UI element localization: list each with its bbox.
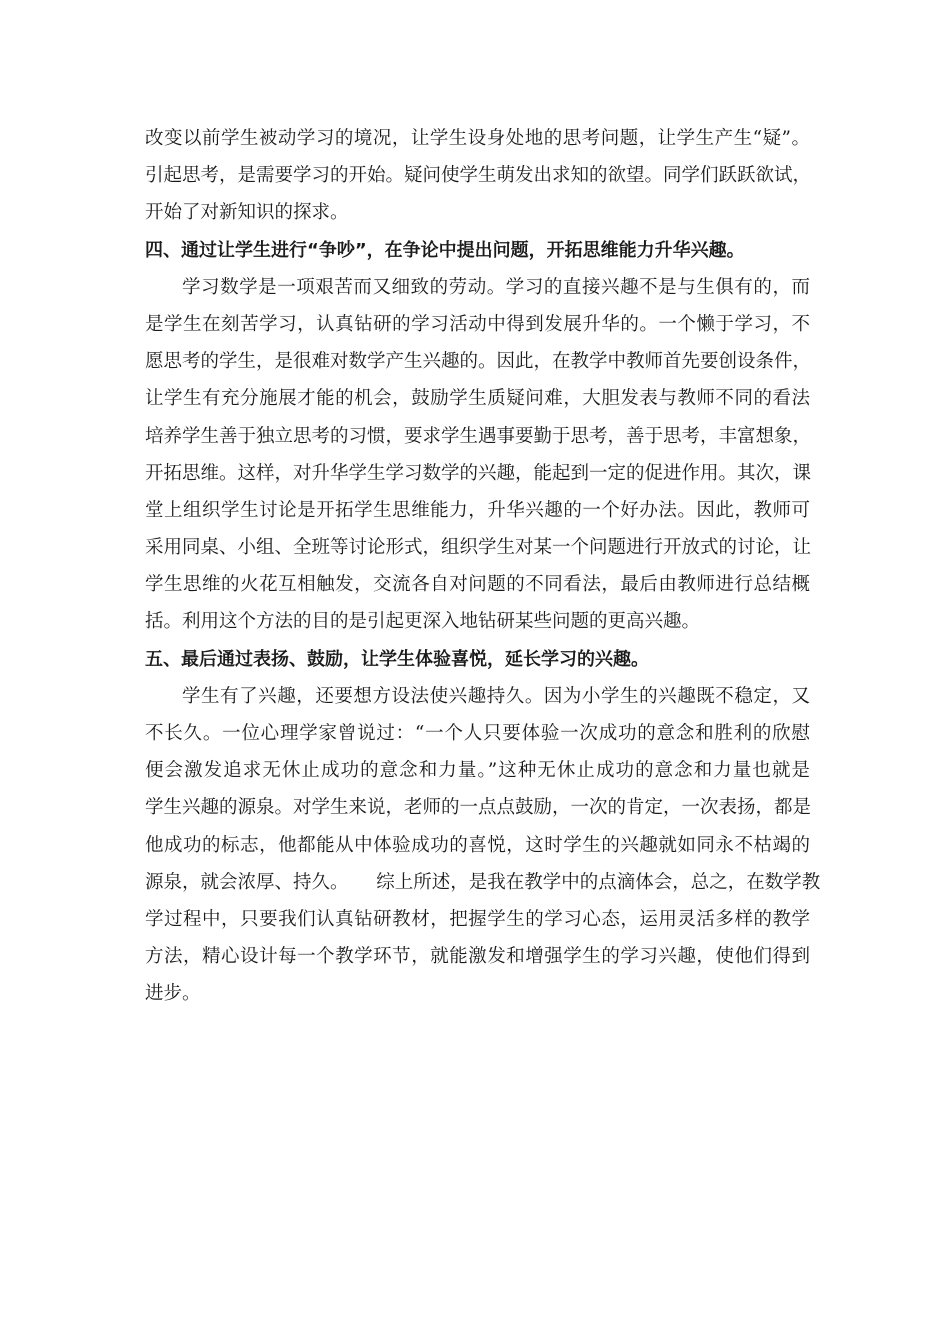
section-4 [145,232,810,641]
text-line: 括。利用这个方法的目的是引起更深入地钻研某些问题的更高兴趣。 [145,611,701,633]
text-line: 开拓思维。这样，对升华学生学习数学的兴趣，能起到一定的促进作用。其次，课 [145,462,812,484]
text-line: 不长久。一位心理学家曾说过：“一个人只要体验一次成功的意念和胜利的欣慰 [145,723,810,744]
text-line: 开始了对新知识的探求。 [145,202,349,224]
section-heading: 四、通过让学生进行“争吵”，在争论中提出问题，开拓思维能力升华兴趣。 [145,239,745,261]
text-line: 采用同桌、小组、全班等讨论形式，组织学生对某一个问题进行开放式的讨论，让 [145,537,812,559]
section-heading: 五、最后通过表扬、鼓励，让学生体验喜悦，延长学习的兴趣。 [145,648,649,670]
text-line: 源泉，就会浓厚、持久。 综上所述，是我在教学中的点滴体会，总之，在数学教 [145,871,821,893]
document-body [145,120,821,1013]
text-line: 方法，精心设计每一个教学环节，就能激发和增强学生的学习兴趣，使他们得到 [145,946,810,968]
text-line: 堂上组织学生讨论是开拓学生思维能力，升华兴趣的一个好办法。因此，教师可 [145,499,810,521]
text-line: 让学生有充分施展才能的机会，鼓励学生质疑问难，大胆发表与教师不同的看法 [145,388,810,410]
text-line: 培养学生善于独立思考的习惯，要求学生遇事要勤于思考，善于思考，丰富想象， [145,425,812,447]
text-line: 学生兴趣的源泉。对学生来说，老师的一点点鼓励，一次的肯定，一次表扬，都是 [145,797,812,819]
text-line: 学生有了兴趣，还要想方设法使兴趣持久。因为小学生的兴趣既不稳定，又 [182,685,810,707]
text-line: 学习数学是一项艰苦而又细致的劳动。学习的直接兴趣不是与生俱有的，而 [182,276,810,298]
text-line: 改变以前学生被动学习的境况，让学生设身处地的思考问题，让学生产生“疑”。 [145,128,810,149]
text-line: 引起思考，是需要学习的开始。疑问使学生萌发出求知的欲望。同学们跃跃欲试， [145,165,812,187]
text-line: 进步。 [145,983,201,1005]
text-line: 便会激发追求无休止成功的意念和力量。”这种无休止成功的意念和力量也就是 [145,760,810,782]
text-line: 愿思考的学生，是很难对数学产生兴趣的。因此，在教学中教师首先要创设条件， [145,351,812,373]
text-line: 学过程中，只要我们认真钻研教材，把握学生的学习心态，运用灵活多样的教学 [145,908,810,930]
text-line: 他成功的标志，他都能从中体验成功的喜悦，这时学生的兴趣就如同永不枯竭的 [145,834,810,856]
paragraph-continued [145,120,810,232]
section-5 [145,641,821,1013]
text-line: 是学生在刻苦学习，认真钻研的学习活动中得到发展升华的。一个懒于学习，不 [145,313,810,335]
text-line: 学生思维的火花互相触发，交流各自对问题的不同看法，最后由教师进行总结概 [145,574,810,596]
